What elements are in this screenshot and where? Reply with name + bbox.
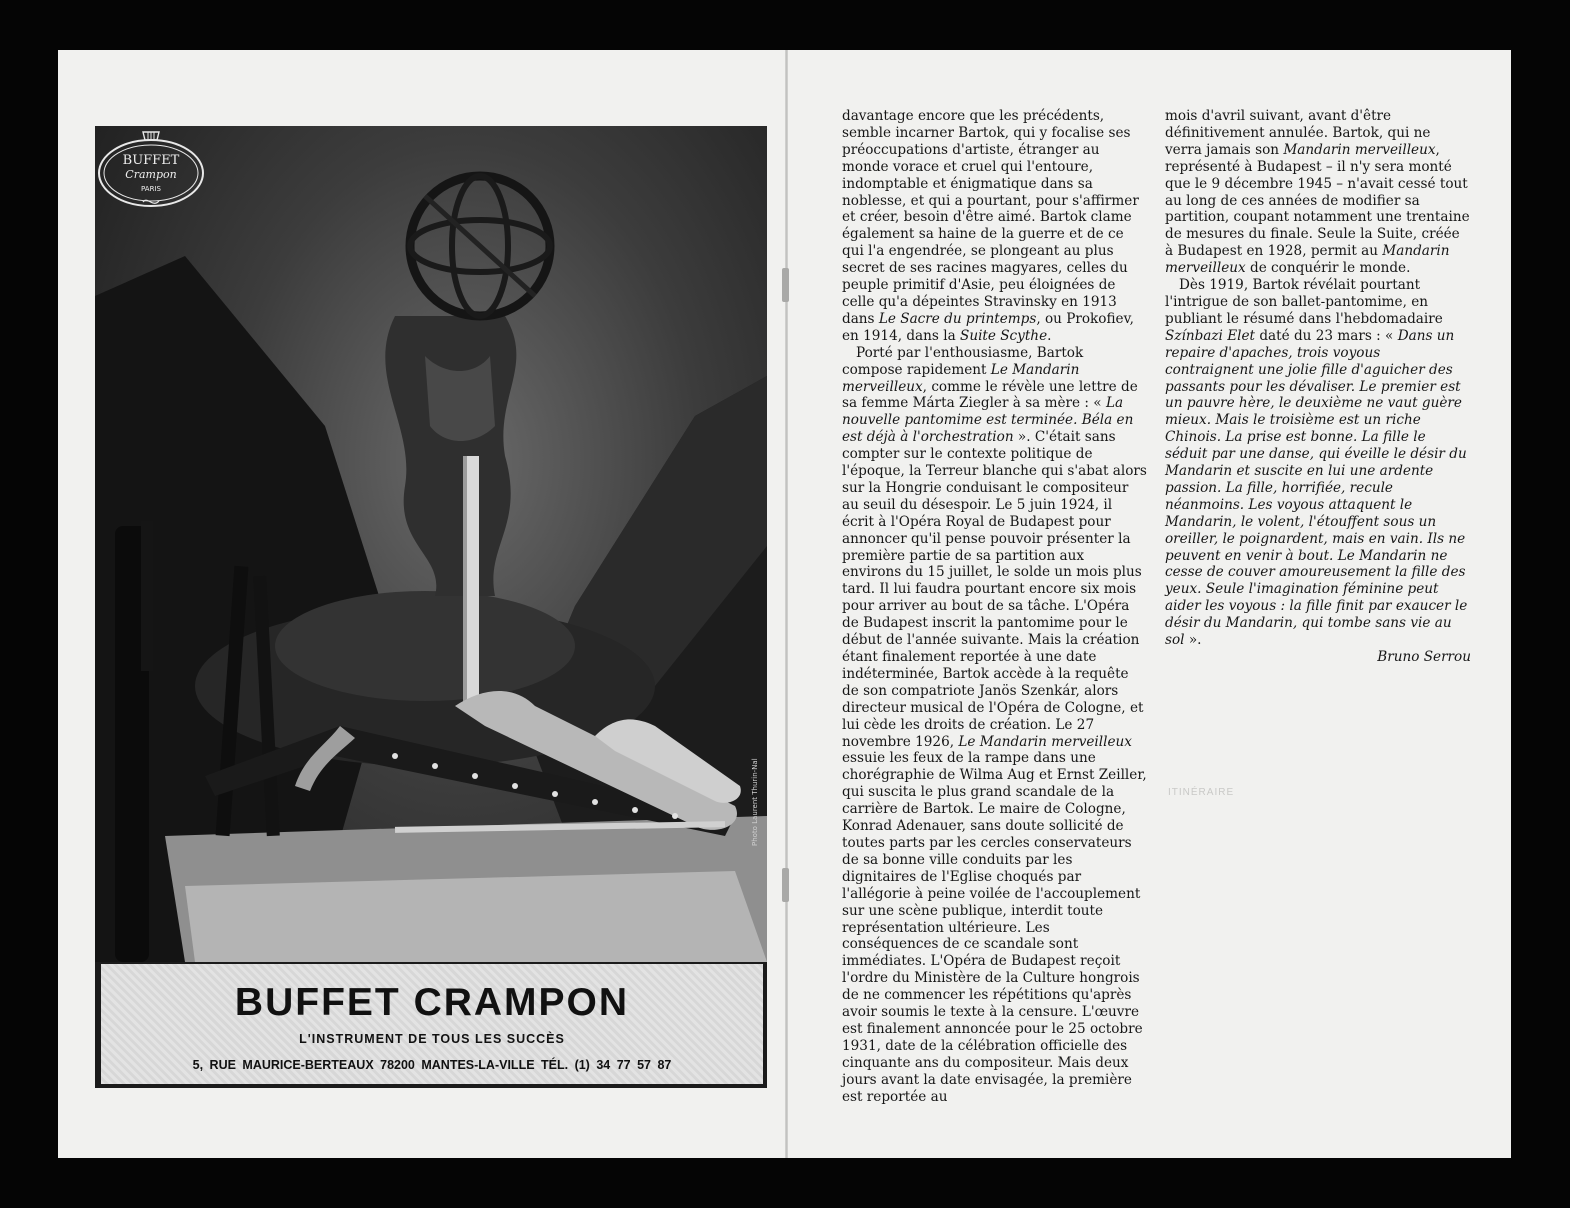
fountain-and-instruments-illustration (95, 126, 767, 962)
article-text: , comme le révèle une lettre de sa femme Márta Ziegler à sa mère : « (842, 378, 1138, 412)
reverse-side-show-through (1168, 785, 1468, 801)
logo-city: PARIS (141, 185, 161, 193)
advertisement-photo (95, 126, 767, 962)
synopsis-quote: Dans un repaire d'apaches, trois voyous contraignent une jolie fille d'aguicher des passants pour les dévaliser. Le premier est un pauvre hère, le deuxième ne vaut guère mieux. Mais le troisième est un riche Chinois. La prise est bonne. La fille le séduit par une danse, qui éveille le désir du Mandarin et suscite en lui une ardente passion. La fille, horrifiée, recule néanmoins. Les voyous attaquent le Mandarin, le volent, l'étouffent sous un oreiller, le poignardent, mais en vain. Ils ne peuvent en venir à bout. Le Mandarin ne cesse de couver amoureusement la fille des yeux. Seule l'imagination féminine peut aider les voyous : la fille finit par exaucer le désir du Mandarin, qui tombe sans vie au sol (1165, 327, 1468, 649)
article-paragraph (842, 345, 1147, 1106)
article-text: mois d'avril suivant, avant d'être définitivement annulée. Bartok, qui ne verra jamais son (1165, 108, 1431, 158)
letter-quote: La nouvelle pantomime est terminée. Béla en est déjà à l'orchestration (842, 395, 1134, 446)
center-fold (785, 50, 788, 1158)
article-paragraph (1165, 277, 1471, 649)
work-title: Le Mandarin merveilleux (842, 361, 1080, 395)
advertisement-address: 5, RUE MAURICE-BERTEAUX 78200 MANTES-LA-VILLE TÉL. (1) 34 77 57 87 (192, 1058, 672, 1072)
article-text: Dès 1919, Bartok révélait pourtant l'intrigue de son ballet-pantomime, en publiant le résumé dans l'hebdomadaire (1165, 277, 1443, 327)
article-column-2 (1165, 108, 1471, 666)
article-text: . (1047, 327, 1052, 344)
booklet-spread (58, 50, 1511, 1158)
article-text: Porté par l'enthousiasme, Bartok compose rapidement (842, 344, 1084, 378)
article-text: , représenté à Budapest – il n'y sera monté que le 9 décembre 1945 – n'avait cessé tout au long de ces années de modifier sa partition, coupant notamment une trentaine de mesures du finale. Seule la Suite, créée à Budapest en 1928, permit au (1165, 141, 1470, 260)
article-text: davantage encore que les précédents, semble incarner Bartok, qui y focalise ses préoccupations d'artiste, étranger au monde vorace et cruel qui l'entoure, indomptable et énigmatique dans sa noblesse, et qui a pourtant, pour s'affirmer et créer, besoin d'être aimé. Bartok clame également sa haine de la guerre et de ce qui l'a engendrée, se plongeant au plus secret de ses racines magyares, celles du peuple primitif d'Asie, peu éloignées de celle qu'a dépeintes Stravinsky en 1913 dans (842, 108, 1139, 327)
staple-top (782, 268, 789, 302)
advertisement-tagline: L'INSTRUMENT DE TOUS LES SUCCÈS (299, 1032, 565, 1046)
article-text: de conquérir le monde. (1245, 260, 1411, 277)
article-text: essuie les feux de la rampe dans une chorégraphie de Wilma Aug et Ernst Zeiller, qui suscita le plus grand scandale de la carrière de Bartok. Le maire de Cologne, Konrad Adenauer, sans doute sollicité de toutes parts par les cercles conservateurs de sa bonne ville conduits par les dignitaires de l'Eglise choqués par l'allégorie à peine voilée de l'accouplement sur une scène publique, interdit toute représentation ultérieure. Les conséquences de ce scandale sont immédiates. L'Opéra de Budapest reçoit l'ordre du Ministère de la Culture hongrois de ne commencer les répétitions qu'après avoir soumis le texte à la censure. L'œuvre est finalement annoncée pour le 25 octobre 1931, date de la célébration officielle des cinquante ans du compositeur. Mais deux jours avant la date envisagée, la première est reportée au (842, 750, 1147, 1105)
logo-brand-line1: BUFFET (122, 153, 180, 168)
article-text: daté du 23 mars : « (1255, 327, 1398, 344)
photo-credit: Photo Laurent Thurin-Nal (751, 758, 759, 846)
staple-bottom (782, 868, 789, 902)
advertisement-headline: BUFFET CRAMPON (234, 981, 630, 1024)
buffet-crampon-advertisement (95, 126, 767, 1088)
buffet-crampon-logo (95, 126, 207, 212)
publication-title: Színbazi Elet (1165, 327, 1255, 344)
show-through-heading: ITINÉRAIRE (1168, 787, 1235, 798)
article-column-1 (842, 108, 1147, 1105)
article-paragraph (842, 108, 1147, 345)
work-title: Le Sacre du printemps (878, 310, 1037, 327)
article-text: , ou Prokofiev, en 1914, dans la (842, 310, 1134, 344)
article-author: Bruno Serrou (1377, 649, 1471, 665)
article-text: ». C'était sans compter sur le contexte politique de l'époque, la Terreur blanche qui s'abat alors sur la Hongrie conduisant le compositeur au seuil du désespoir. Le 5 juin 1924, il écrit à l'Opéra Royal de Budapest pour annoncer qu'il pense pouvoir présenter la première partie de sa partition aux environs du 15 juillet, le solde un mois plus tard. Il lui faudra pourtant encore six mois pour arriver au bout de sa tâche. L'Opéra de Budapest inscrit la pantomime pour le début de l'année suivante. Mais la création étant finalement reportée à une date indéterminée, Bartok accède à la requête de son compatriote Janös Szenkár, alors directeur musical de l'Opéra de Cologne, et lui cède les droits de création. Le 27 novembre 1926, (842, 429, 1147, 750)
logo-brand-line2: Crampon (125, 168, 177, 181)
work-title: Mandarin merveilleux (1165, 243, 1450, 277)
advertisement-footer (101, 964, 763, 1084)
work-title: Le Mandarin merveilleux (958, 733, 1132, 750)
work-title: Suite Scythe (960, 327, 1048, 344)
article-paragraph (1165, 108, 1471, 277)
article-text: ». (1184, 632, 1202, 649)
work-title: Mandarin merveilleux (1283, 141, 1436, 158)
